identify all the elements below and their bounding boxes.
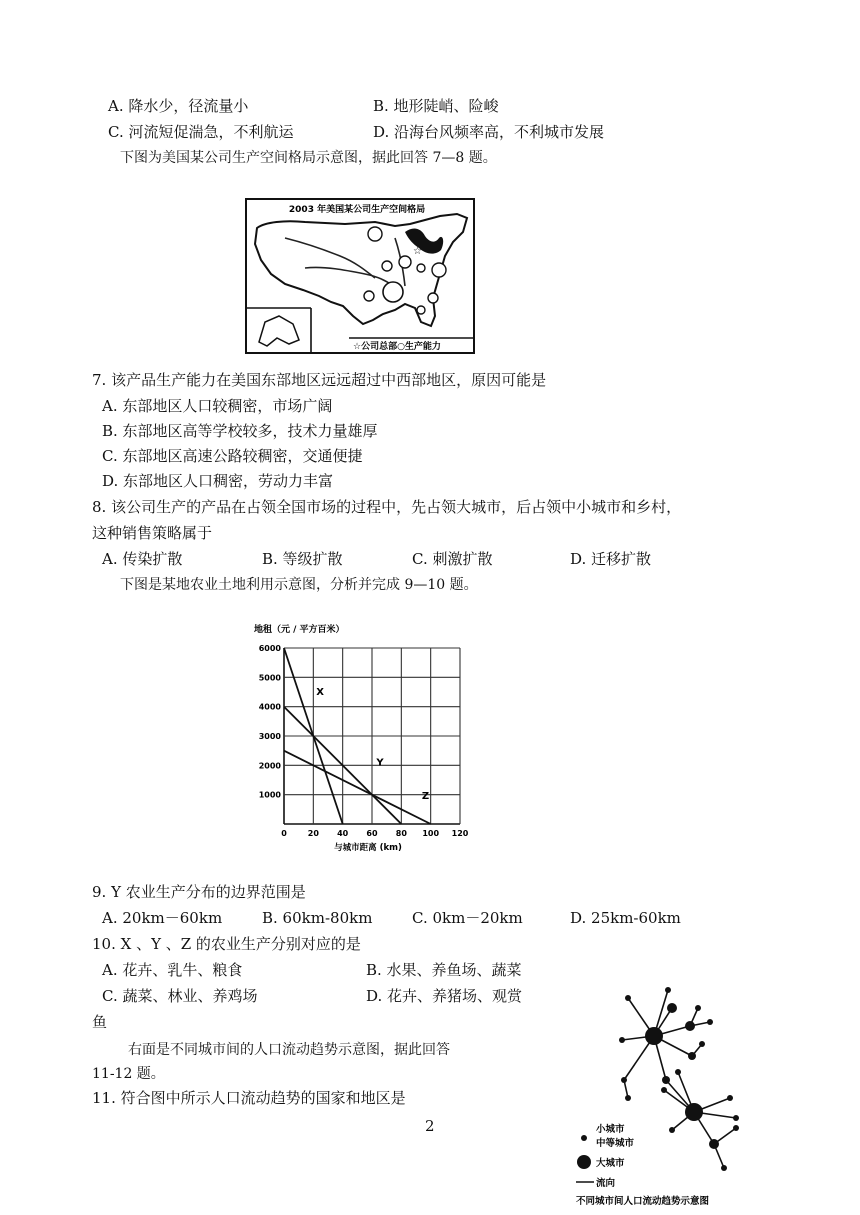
q9-option-c: C. 0km－20km <box>412 909 523 927</box>
production-circle <box>383 282 403 302</box>
production-circle <box>417 264 425 272</box>
q10-option-d: D. 花卉、养猪场、观赏 <box>366 987 523 1005</box>
chart-x-tick-label: 40 <box>337 829 349 838</box>
small-city-node <box>665 987 671 993</box>
small-city-node <box>619 1037 625 1043</box>
production-circle <box>432 263 446 277</box>
q9-option-d: D. 25km-60km <box>570 909 681 927</box>
us-production-map <box>245 198 475 354</box>
small-city-node <box>669 1127 675 1133</box>
intro-11-12: 右面是不同城市间的人口流动趋势示意图，据此回答 <box>128 1042 450 1058</box>
q8-option-d: D. 迁移扩散 <box>570 550 652 568</box>
q6-option-d: D. 沿海台风频率高，不利城市发展 <box>373 123 605 141</box>
map-title: 2003 年美国某公司生产空间格局 <box>288 205 426 215</box>
medium-city-node <box>685 1021 695 1031</box>
small-city-node <box>727 1095 733 1101</box>
q6-option-b: B. 地形陡峭、险峻 <box>373 97 499 115</box>
legend-flow: 流向 <box>596 1178 616 1189</box>
q7-stem: 7. 该产品生产能力在美国东部地区远远超过中西部地区，原因可能是 <box>92 371 547 389</box>
q10-option-d-cont: 鱼 <box>92 1013 108 1031</box>
chart-y-tick-label: 5000 <box>258 673 281 683</box>
chart-y-tick-label: 6000 <box>258 644 281 653</box>
q9-stem: 9. Y 农业生产分布的边界范围是 <box>92 883 306 901</box>
chart-series-label: X <box>316 686 324 698</box>
medium-city-node <box>667 1003 677 1013</box>
intro-11-12-cont: 11-12 题。 <box>92 1066 165 1082</box>
q8-option-c: C. 刺激扩散 <box>412 550 493 568</box>
small-city-node <box>707 1019 713 1025</box>
chart-ylabel: 地租（元 / 平方百米） <box>254 625 345 635</box>
production-circle <box>417 306 425 314</box>
land-rent-chart <box>248 618 478 854</box>
q8-option-b: B. 等级扩散 <box>262 550 343 568</box>
small-city-node <box>675 1069 681 1075</box>
large-city-node <box>685 1103 703 1121</box>
small-city-node <box>699 1041 705 1047</box>
chart-series-label: Y <box>376 757 384 769</box>
intro-7-8: 下图为美国某公司生产空间格局示意图，据此回答 7—8 题。 <box>120 150 497 166</box>
small-city-node <box>695 1005 701 1011</box>
chart-x-tick-label: 80 <box>395 829 407 838</box>
small-city-node <box>721 1165 727 1171</box>
chart-x-tick-label: 0 <box>281 829 287 838</box>
production-circle <box>399 256 411 268</box>
q9-option-b: B. 60km-80km <box>262 909 373 927</box>
chart-x-tick-label: 60 <box>366 829 378 838</box>
page-number: 2 <box>425 1117 435 1135</box>
map-legend: ☆公司总部○生产能力 <box>353 342 441 352</box>
chart-y-tick-label: 3000 <box>258 732 281 741</box>
q10-stem: 10. X 、Y 、Z 的农业生产分别对应的是 <box>92 935 361 953</box>
medium-city-node <box>688 1052 696 1060</box>
population-flow-network <box>568 968 774 1212</box>
chart-series-label: Z <box>421 791 430 803</box>
legend-small-city: 小城市 <box>596 1124 625 1135</box>
q9-option-a: A. 20km－60km <box>102 909 223 927</box>
chart-x-tick-label: 120 <box>451 829 469 838</box>
legend-small-city-icon <box>581 1135 587 1141</box>
small-city-node <box>733 1125 739 1131</box>
chart-xlabel: 与城市距离 (km) <box>334 843 402 853</box>
q7-option-a: A. 东部地区人口较稠密，市场广阔 <box>102 397 333 415</box>
q10-option-b: B. 水果、养鱼场、蔬菜 <box>366 961 522 979</box>
q8-option-a: A. 传染扩散 <box>102 550 183 568</box>
legend-large-city-icon <box>577 1155 591 1169</box>
small-city-node <box>733 1115 739 1121</box>
chart-x-tick-label: 100 <box>422 829 440 838</box>
chart-y-tick-label: 2000 <box>258 761 281 771</box>
q6-option-c: C. 河流短促湍急，不利航运 <box>108 123 294 141</box>
q10-option-c: C. 蔬菜、林业、养鸡场 <box>102 987 258 1005</box>
network-caption: 不同城市间人口流动趋势示意图 <box>576 1196 710 1207</box>
q7-option-b: B. 东部地区高等学校较多，技术力量雄厚 <box>102 422 378 440</box>
chart-y-tick-label: 4000 <box>258 702 281 712</box>
chart-series-z <box>284 751 431 824</box>
q8-stem: 8. 该公司生产的产品在占领全国市场的过程中，先占领大城市，后占领中小城市和乡村， <box>92 498 682 516</box>
legend-medium-city: 中等城市 <box>596 1138 635 1149</box>
q8-stem-cont: 这种销售策略属于 <box>92 524 213 542</box>
chart-y-tick-label: 1000 <box>258 790 281 800</box>
small-city-node <box>661 1087 667 1093</box>
medium-city-node <box>662 1076 670 1084</box>
intro-9-10: 下图是某地农业土地利用示意图，分析并完成 9—10 题。 <box>120 577 478 593</box>
large-city-node <box>645 1027 663 1045</box>
production-circle <box>368 227 382 241</box>
q7-option-d: D. 东部地区人口稠密，劳动力丰富 <box>102 472 334 490</box>
small-city-node <box>625 995 631 1001</box>
production-circle <box>428 293 438 303</box>
q6-option-a: A. 降水少，径流量小 <box>108 97 249 115</box>
chart-x-tick-label: 20 <box>307 829 319 838</box>
production-circle <box>364 291 374 301</box>
small-city-node <box>625 1095 631 1101</box>
medium-city-node <box>709 1139 719 1149</box>
small-city-node <box>621 1077 627 1083</box>
q7-option-c: C. 东部地区高速公路较稠密，交通便捷 <box>102 447 363 465</box>
q10-option-a: A. 花卉、乳牛、粮食 <box>102 961 243 979</box>
legend-large-city: 大城市 <box>596 1158 625 1169</box>
production-circle <box>382 261 392 271</box>
q11-stem: 11. 符合图中所示人口流动趋势的国家和地区是 <box>92 1089 406 1107</box>
headquarters-star-icon: ☆ <box>413 246 422 257</box>
